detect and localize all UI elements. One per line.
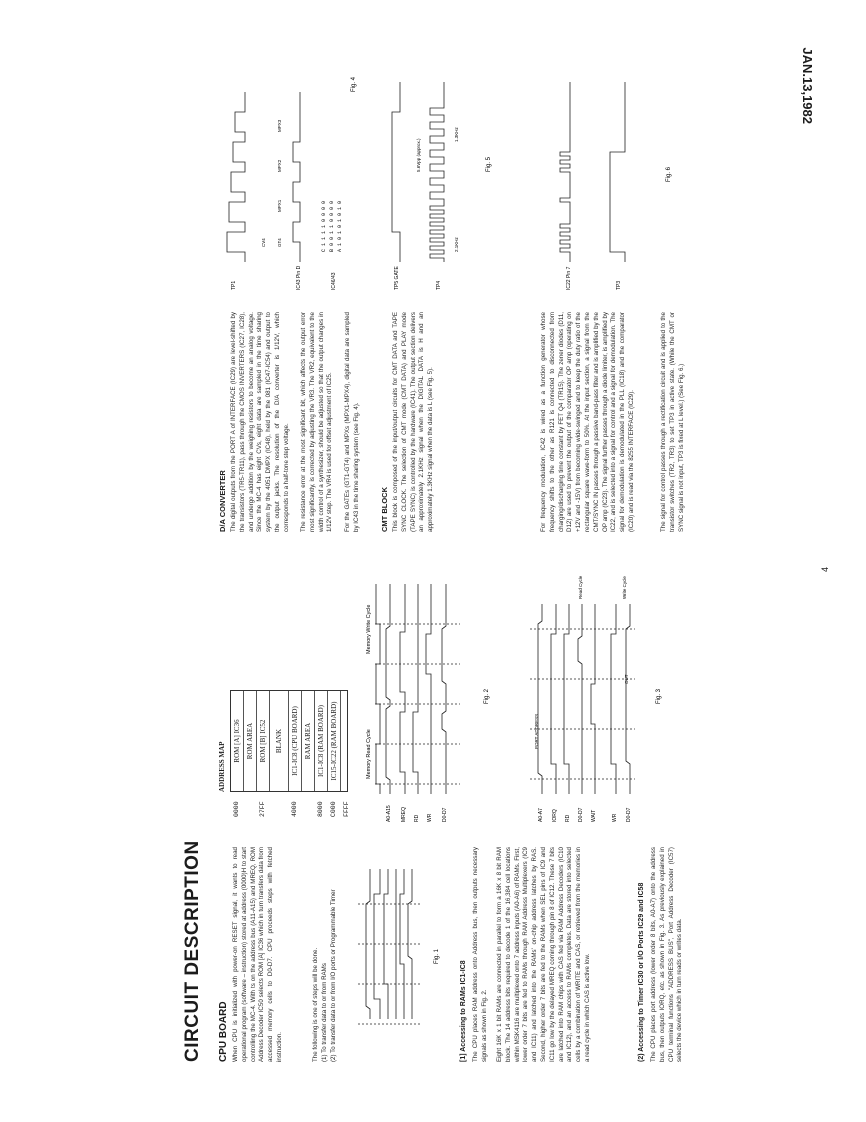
fig4-timing-diagram	[215, 62, 365, 292]
fig5-amplitude: 5.6Vpp (approx.)	[416, 138, 421, 172]
da-converter-heading: D/A CONVERTER	[218, 470, 227, 532]
cpu-board-intro: When CPU is initialized with power-on RESET signal, it wants to read operational program (software – instruction) stored at address (0000)H to start controlling the MC-4. With ts on the address bus (A11-A15) and MREQ, ROM Address Decoder IC50 selects ROM [A] IC36 which in turn transfers data from accessed memory cells to D0-D7. CPU proceeds steps with fetched instruction.	[232, 847, 283, 1062]
signal-label: WR	[427, 813, 433, 822]
map-address: 8000	[317, 801, 324, 817]
rotated-landscape-page	[160, 40, 844, 1092]
signal-label: IORQ	[552, 809, 558, 822]
map-row	[257, 691, 270, 817]
document-sheet	[160, 40, 844, 1092]
cmt-block-body: This block is composed of the input/output circuits for CMT DATA and TAPE SYNC CLOCK. The selection of CMT mode (CMT DATA) and PLAY mode (TAPE SYNC) is controlled by the hardware (IC41). The output section delivers an approximately 2.1KHz signal when the DIGITAL DATA is H and an approximately 1.3KHz signal when the data is L (see Fig. 5).	[392, 312, 435, 532]
fig3-caption: Fig. 3	[656, 688, 662, 704]
fig3-out: OUT	[624, 674, 629, 684]
cmt-block-body-3: The signal for control passes through a rectification circuit and is applied to the transistor switches (TR2, TR3) to set TP3 in active state. (While the CMT or SYNC signal is not input, TP3 is fixed at L level.) (See Fig. 6.)	[660, 312, 685, 532]
map-row	[270, 691, 289, 791]
fig1-timing-diagram	[350, 854, 445, 1054]
map-label: BLANK	[275, 728, 283, 754]
step-1: (1) To transfer data to or from RAMs	[321, 963, 328, 1062]
signal-label: TP1	[231, 280, 237, 290]
fig4-table-row: A 1 0 1 0 1 0 1 0	[337, 200, 343, 252]
signal-label: TP3	[616, 280, 622, 290]
fig4-table-row: C 1 1 1 1 0 0 0 0	[321, 200, 327, 252]
map-label: ROM [A] IC36	[233, 719, 241, 763]
fig1-caption: Fig. 1	[434, 948, 440, 964]
fig2-write-label: Memory Write Cycle	[366, 604, 372, 654]
page-date: JAN.13,1982	[800, 47, 815, 124]
signal-label: IC46/43	[331, 272, 337, 290]
fig2-caption: Fig. 2	[484, 688, 490, 704]
map-address: 27FF	[259, 801, 266, 817]
signal-label: IC22 Pin 7	[566, 266, 572, 290]
map-label: ROM [B] IC52	[259, 719, 267, 763]
map-row	[315, 691, 328, 817]
step-2: (2) To transfer data to or from I/O ports or Programmable Timer	[330, 889, 337, 1062]
sec1-heading: [1] Accessing to RAMs IC1-IC8	[460, 960, 467, 1062]
sec1-body: The CPU places RAM address onto Address bus, then outputs necessary signals as shown in Fig. 2.	[472, 847, 488, 1062]
map-row	[328, 691, 341, 817]
fig4-cv-label: CV4	[261, 238, 266, 247]
map-row	[289, 691, 302, 817]
page-number: 4	[820, 566, 830, 572]
map-label: IC1-IC8 (RAM BOARD)	[317, 705, 325, 777]
fig6-caption: Fig. 6	[666, 166, 672, 182]
signal-label: MREQ	[401, 807, 407, 822]
signal-label: WAIT	[591, 809, 597, 822]
signal-label: RD	[565, 814, 571, 822]
signal-label: TP5 GATE	[394, 266, 400, 290]
sec2-heading: (2) Accessing to Timer IC30 or I/O Ports IC29 and IC58	[638, 882, 645, 1062]
map-address: C000	[330, 801, 337, 817]
fig5-timing-diagram	[380, 62, 520, 292]
signal-label: D0-D7	[626, 807, 632, 822]
fig3-read-cycle: Read Cycle	[578, 575, 583, 599]
signal-label: RD	[414, 814, 420, 822]
fig5-freq-high: 2.1KHz	[454, 237, 459, 252]
cmt-block-body-2: For frequency modulation, IC42 is wired as a function generator whose frequency shifts to the other as R121 is connected to disconnected from charging/discharging time constant by FET Q4 (TR15). The zener diodes (D11, D12) are used to prevent the output of the comparator OP amp (operating on +12V and -15V) from becoming wide-swinged and to keep the duty ratio of the rectangular square wave-form to 50%. At the input section, a signal from the CMT/SYNC IN passes through a passive band-pass filter and is amplified by the OP amp (IC23). The signal further passes through a diode limiter, is amplified by IC22, and is selected into a signal for control and a signal for demodulation. The signal for demodulation is demodulated in the PLL (IC18) and the comparator (IC20) and is read via the 8255 INTERFACE (IC29).	[540, 312, 635, 532]
fig4-mpx-label: MPX2	[277, 159, 282, 172]
page-title: CIRCUIT DESCRIPTION	[182, 840, 203, 1062]
signal-label: D0-D7	[442, 807, 448, 822]
fig3-port-address: PORT ADDRESS	[534, 713, 539, 749]
signal-label: D0-D7	[578, 807, 584, 822]
fig4-table-row: B 0 0 1 1 0 0 0 0	[329, 200, 335, 252]
fig5-caption: Fig. 5	[486, 156, 492, 172]
sec2-body: The CPU places port address (lower order 8 bits, A0-A7) onto the address bus, then outputs IORQ, etc. as shown in Fig. 3. As previously explained in CPU terminal functions "ADDRESS BUS", Port Address Decoder (IC57) selects the device which in turn reads or writes data.	[650, 847, 684, 1062]
address-map-title: ADDRESS MAP	[218, 741, 226, 792]
map-row	[341, 691, 350, 817]
sec1-body-2: Eight 16K x 1 bit RAMs are connected in parallel to form a 16K x 8 bit RAM block. The 14 address bits required to decode 1 of the 16,384 cell locations within MSK4116 are multiplexed onto 7 address inputs (A0-A6) of RAMs. First, lower order 7 bits are fed to RAMs through RAM Address Multiplexers (IC9 and IC11) and latched into the RAMs' on-chip address latches by RAS. Second, higher order 7 bits are fed to the RAMs when SEL pins of IC9 and IC11 go low by the delayed MREQ coming through pin 8 of IC12. These 7 bits are latched into RAM chips with CAS fed via RAM Address Decoders (IC10 and IC12), and an access to RAMs completes. Data are stored into selected cells by a combination of WRITE and CAS, or retrieved from the memories in a read cycle in which CAS is active low.	[496, 847, 591, 1062]
da-converter-body-3: For the GATEs (GT1-GT4) and MPXs (MPX1-MPX4), digital data are sampled by IC43 in the time sharing system (see Fig. 4).	[344, 312, 360, 532]
fig3-write-cycle: Write Cycle	[622, 576, 627, 599]
map-label: IC1-IC8 (CPU BOARD)	[291, 706, 299, 776]
map-row	[302, 691, 315, 791]
signal-label: TP4	[436, 280, 442, 290]
map-label: IC15-IC22 (RAM BOARD)	[330, 701, 338, 781]
fig2-timing-diagram	[360, 564, 500, 824]
address-map-table	[230, 690, 350, 817]
cpu-board-steps-intro: The following is one of steps will be done.	[312, 947, 319, 1062]
fig2-read-label: Memory Read Cycle	[366, 729, 372, 779]
fig3-timing-diagram	[520, 564, 670, 824]
cmt-block-heading: CMT BLOCK	[380, 487, 389, 532]
signal-label: A0-A7	[538, 808, 544, 822]
cpu-board-heading: CPU BOARD	[218, 1001, 229, 1062]
fig6-timing-diagram	[540, 62, 740, 292]
da-converter-body-2: The resistance error at the most significant bit, which affects the output error most significantly, is corrected by adjusting the VR3. The VR2, equivalent to the width control of a synthesizer, should be adjusted so that the output changes in 1/12V step. The VR4 is used for offset adjustment of IC25.	[300, 312, 334, 532]
map-label: RAM AREA	[304, 722, 312, 760]
fig4-caption: Fig. 4	[351, 76, 357, 92]
map-row	[231, 691, 244, 817]
fig4-mpx-label: MPX3	[277, 119, 282, 132]
da-converter-body: The digital outputs from the PORT A of INTERFACE (IC29) are level-shifted by the transistors (TR5-TR11), pass through the CMOS INVERTERS (IC27, IC28), and undergo addition by the weighing resistors to become an analog voltage. Since the MC-4 has eight CVs, eight data are sampled in the time sharing system by the 4051 DMPX (IC48), held by the 081 (IC47-IC54) and output to the output jacks. The resolution of the D/A converter is 1/12V, which corresponds to a half-tone step voltage.	[230, 312, 290, 532]
map-row	[244, 691, 257, 791]
map-address: FFFF	[343, 801, 350, 817]
fig5-freq-low: 1.3KHz	[454, 127, 459, 142]
fig4-gt-label: GT4	[277, 238, 282, 247]
map-label: ROM AREA	[246, 722, 254, 760]
map-address: 4000	[291, 801, 298, 817]
signal-label: IC43 Pin D	[296, 265, 302, 290]
signal-label: WR	[612, 813, 618, 822]
fig4-mpx-label: MPX1	[277, 199, 282, 212]
signal-label: A0-A15	[386, 805, 392, 822]
map-address: 0000	[233, 801, 240, 817]
